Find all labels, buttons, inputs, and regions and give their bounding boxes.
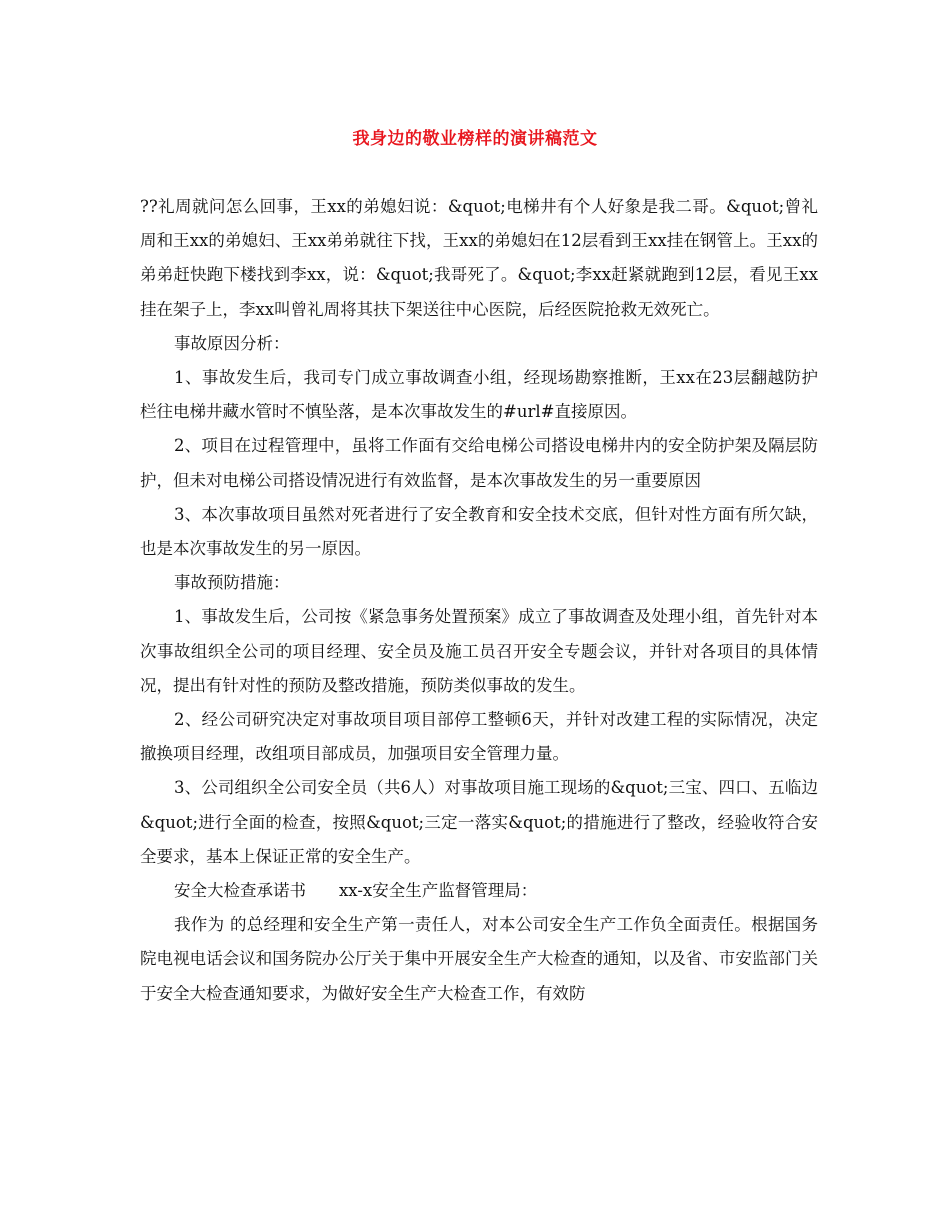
paragraph-pledge-body: 我作为 的总经理和安全生产第一责任人，对本公司安全生产工作负全面责任。根据国务院电视电话会议和国务院办公厅关于集中开展安全生产大检查的通知，以及省、市安监部门关于安全大检查通知要求，为做好安全生产大检查工作，有效防 <box>140 915 818 1003</box>
paragraph-measure-2: 2、经公司研究决定对事故项目项目部停工整顿6天，并针对改建工程的实际情况，决定撤换项目经理，改组项目部成员，加强项目安全管理力量。 <box>140 710 818 764</box>
heading-cause-analysis: 事故原因分析： <box>174 333 290 353</box>
paragraph-cause-2: 2、项目在过程管理中，虽将工作面有交给电梯公司搭设电梯井内的安全防护架及隔层防护，但未对电梯公司搭设情况进行有效监督，是本次事故发生的另一重要原因 <box>140 436 818 490</box>
paragraph-accident-narrative: ??礼周就问怎么回事，王xx的弟媳妇说：&quot;电梯井有个人好象是我二哥。&quot;曾礼周和王xx的弟媳妇、王xx弟弟就往下找，王xx的弟媳妇在12层看到王xx挂在钢管上。王xx的弟弟赶快跑下楼找到李xx，说：&quot;我哥死了。&quot;李xx赶紧就跑到12层，看见王xx挂在架子上，李xx叫曾礼周将其扶下架送往中心医院，后经医院抢救无效死亡。 <box>140 197 818 319</box>
heading-prevention-measures: 事故预防措施： <box>174 573 290 593</box>
paragraph-measure-3: 3、公司组织全公司安全员（共6人）对事故项目施工现场的&quot;三宝、四口、五临边&quot;进行全面的检查，按照&quot;三定一落实&quot;的措施进行了整改，经验收符合安全要求，基本上保证正常的安全生产。 <box>140 778 818 866</box>
paragraph-cause-3: 3、本次事故项目虽然对死者进行了安全教育和安全技术交底，但针对性方面有所欠缺，也是本次事故发生的另一原因。 <box>140 504 818 559</box>
paragraph-cause-1: 1、事故发生后，我司专门成立事故调查小组，经现场勘察推断，王xx在23层翻越防护栏往电梯井藏水管时不慎坠落，是本次事故发生的#url#直接原因。 <box>140 368 818 422</box>
document-body <box>140 190 818 1011</box>
document-title: 我身边的敬业榜样的演讲稿范文 <box>352 129 598 149</box>
paragraph-measure-1: 1、事故发生后，公司按《紧急事务处置预案》成立了事故调查及处理小组，首先针对本次事故组织全公司的项目经理、安全员及施工员召开安全专题会议，并针对各项目的具体情况，提出有针对性的预防及整改措施，预防类似事故的发生。 <box>140 607 818 695</box>
heading-safety-pledge: 安全大检查承诺书 xx-x安全生产监督管理局： <box>174 881 538 901</box>
